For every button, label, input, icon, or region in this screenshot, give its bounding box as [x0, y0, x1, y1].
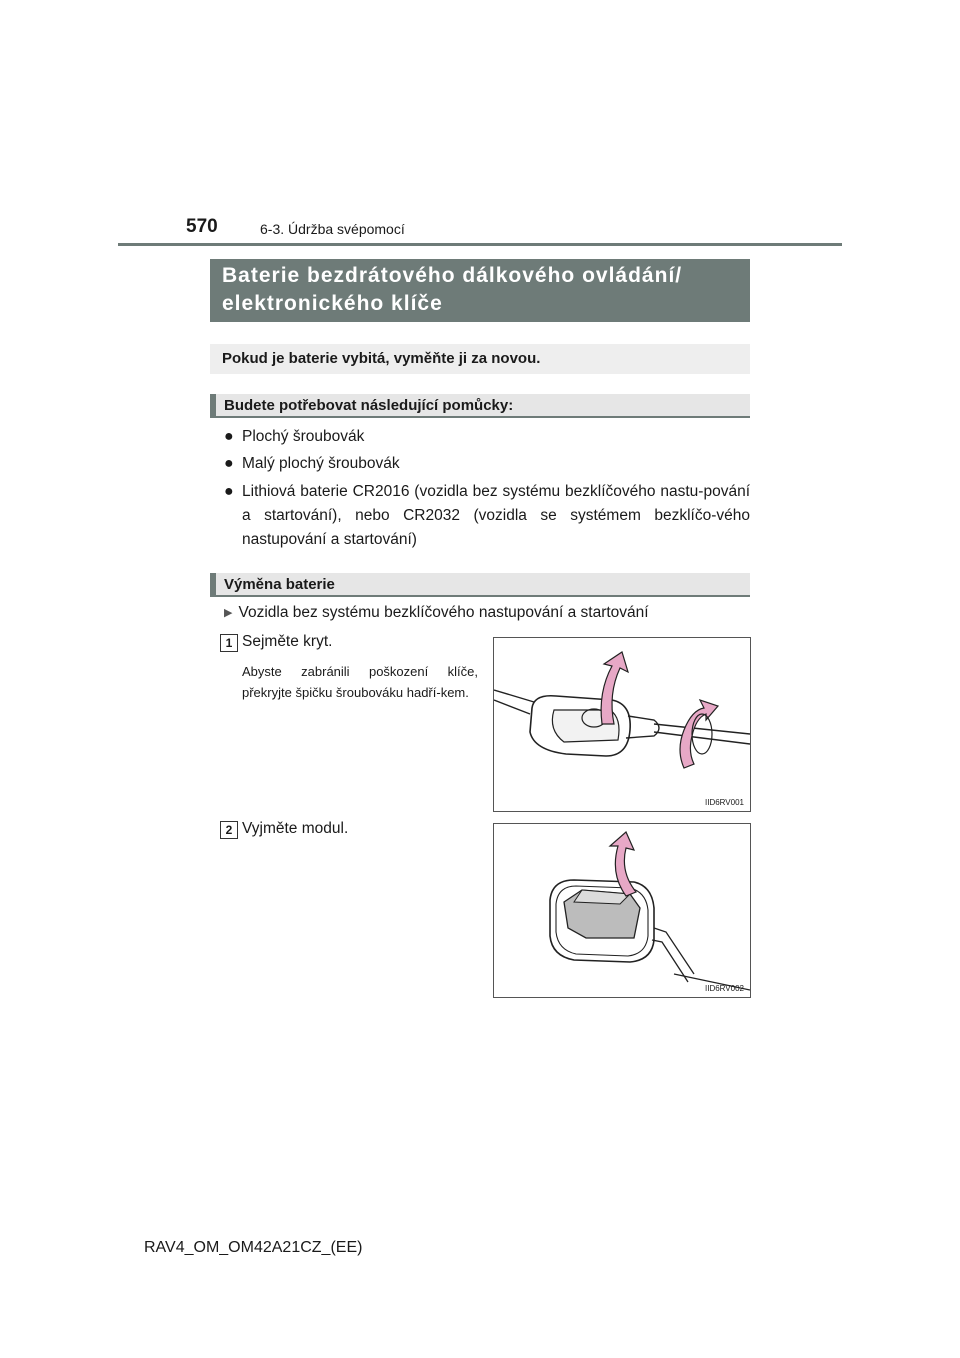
triangle-icon: ▶ [224, 607, 233, 619]
document-code: RAV4_OM_OM42A21CZ_(EE) [144, 1239, 363, 1256]
replacement-heading: Výměna baterie [210, 573, 750, 597]
figure-code: IID6RV001 [705, 798, 744, 807]
bullet-icon: ● [224, 455, 234, 472]
step-number-2: 2 [220, 821, 238, 839]
bullet-icon: ● [224, 428, 234, 445]
variant-text: Vozidla bez systému bezklíčového nastupování a startování [238, 604, 649, 621]
step-number-1: 1 [220, 634, 238, 652]
tool-item-text: Plochý šroubovák [242, 428, 365, 445]
page-title-line-1: Baterie bezdrátového dálkového ovládání/ [222, 264, 683, 287]
page-number: 570 [186, 216, 218, 237]
figure-remove-cover [493, 637, 751, 812]
page-title-line-2: elektronického klíče [222, 292, 443, 315]
page-title [210, 259, 750, 322]
variant-line [224, 604, 649, 622]
figure-remove-module [493, 823, 751, 998]
step-1-text: Sejměte kryt. [242, 633, 333, 650]
step-2-text: Vyjměte modul. [242, 820, 349, 837]
tools-heading: Budete potřebovat následující pomůcky: [210, 394, 750, 418]
bullet-icon: ● [224, 483, 234, 500]
tool-item-text: Malý plochý šroubovák [242, 455, 400, 472]
intro-box: Pokud je baterie vybitá, vyměňte ji za novou. [210, 344, 750, 374]
tool-item-text: Lithiová baterie CR2016 (vozidla bez systému bezklíčového nastu-pování a startování), nebo CR2032 (vozidla se systémem bezklíčo-vého nastupování a startování) [242, 483, 750, 548]
header-rule [118, 243, 842, 246]
step-1-note: Abyste zabránili poškození klíče, překryjte špičku šroubováku hadří-kem. [242, 664, 478, 700]
figure-code: IID6RV002 [705, 984, 744, 993]
section-reference: 6-3. Údržba svépomocí [260, 221, 405, 237]
